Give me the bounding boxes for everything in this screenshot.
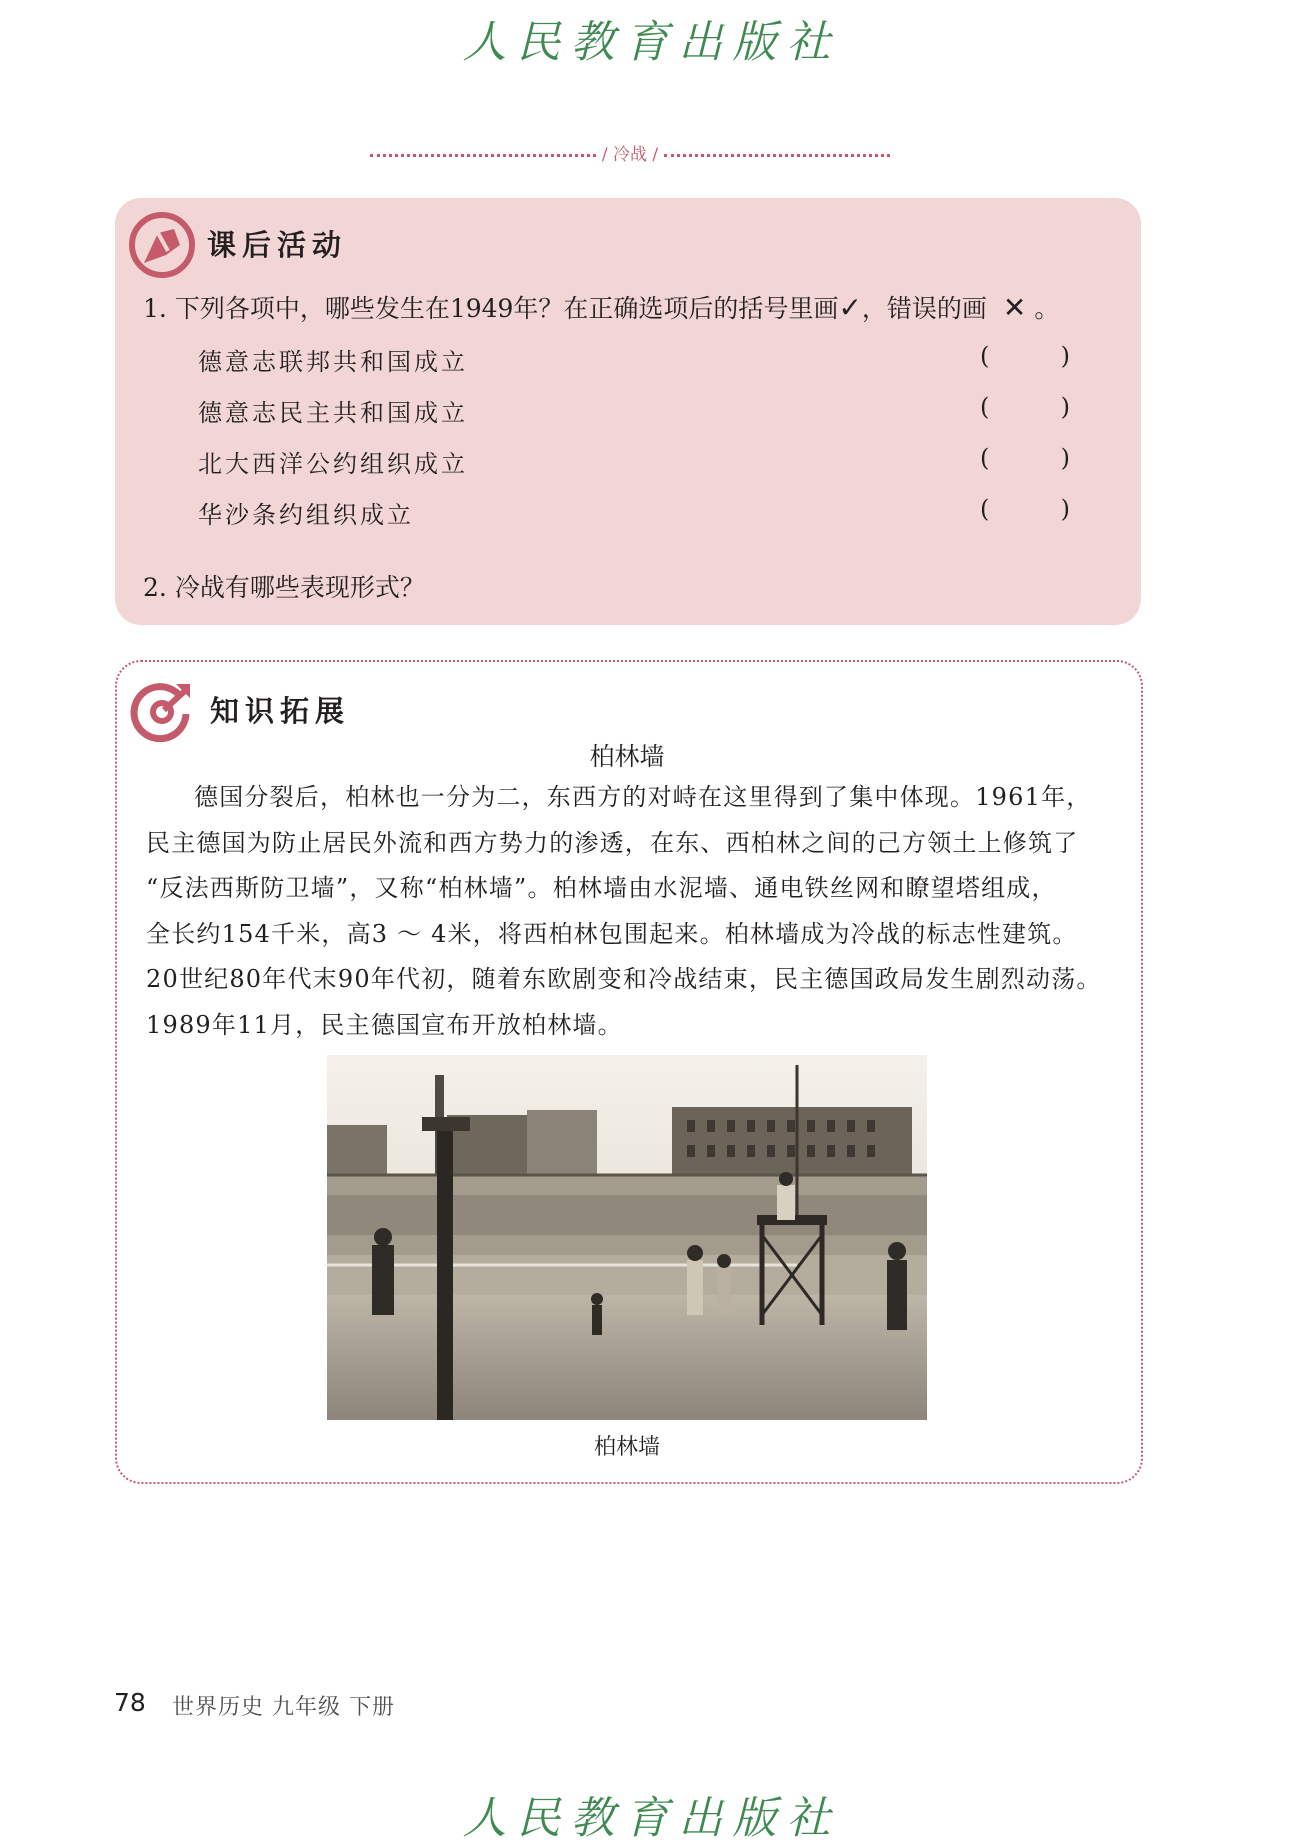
answer-item: 北大西洋公约组织成立 — [198, 450, 468, 478]
question-number: 1. — [143, 294, 167, 323]
cross-mark-icon: ✕ — [1002, 291, 1027, 324]
answer-blank[interactable]: ( ) — [980, 495, 1070, 523]
page-number: 78 — [114, 1688, 146, 1717]
answer-blank[interactable]: ( ) — [980, 444, 1070, 472]
paragraph-line: 德国分裂后，柏林也一分为二，东西方的对峙在这里得到了集中体现。1961年， — [194, 783, 1092, 811]
paragraph-line: 民主德国为防止居民外流和西方势力的渗透，在东、西柏林之间的己方领土上修筑了 — [146, 828, 1079, 857]
question-text: 冷战有哪些表现形式？ — [174, 573, 425, 602]
extension-title: 知识拓展 — [210, 694, 351, 728]
answer-blank[interactable]: ( ) — [980, 393, 1070, 421]
question-text: 下列各项中，哪些发生在1949年？在正确选项后的括号里画 — [174, 294, 839, 323]
paragraph-line: “反法西斯防卫墙”，又称“柏林墙”。柏林墙由水泥墙、通电铁丝网和瞭望塔组成， — [146, 874, 1057, 902]
dotted-rule — [664, 154, 890, 157]
publisher-logo: 人民教育出版社 — [462, 17, 841, 68]
answer-item: 德意志联邦共和国成立 — [198, 348, 468, 376]
berlin-wall-photo — [327, 1055, 927, 1420]
answer-item: 华沙条约组织成立 — [198, 501, 414, 529]
answer-item: 德意志民主共和国成立 — [198, 399, 468, 427]
article-heading: 柏林墙 — [589, 742, 665, 771]
publisher-logo: 人民教育出版社 — [462, 1793, 841, 1844]
photo-caption: 柏林墙 — [593, 1435, 660, 1460]
question-1 — [143, 289, 1059, 325]
dotted-rule — [370, 154, 596, 157]
paragraph-line: 全长约154千米，高3 ～ 4米，将西柏林包围起来。柏林墙成为冷战的标志性建筑。 — [146, 919, 1078, 948]
check-mark-icon: ✓ — [838, 291, 862, 324]
paragraph-line: 20世纪80年代末90年代初，随着东欧剧变和冷战结束，民主德国政局发生剧烈动荡。 — [146, 965, 1102, 993]
pencil-badge-icon — [128, 211, 196, 279]
answer-blank[interactable]: ( ) — [980, 342, 1070, 370]
article-paragraph — [146, 775, 1106, 1048]
activity-title: 课后活动 — [207, 228, 348, 262]
chapter-bar — [370, 140, 890, 164]
question-number: 2. — [143, 573, 167, 602]
question-text-end: 。 — [1034, 294, 1060, 323]
target-arrow-icon — [128, 676, 196, 744]
question-2 — [143, 568, 425, 604]
chapter-label: / 冷战 / — [601, 144, 659, 165]
paragraph-line: 1989年11月，民主德国宣布开放柏林墙。 — [146, 1010, 623, 1039]
question-text-middle: ，错误的画 — [861, 294, 987, 323]
book-title: 世界历史 九年级 下册 — [172, 1695, 395, 1720]
